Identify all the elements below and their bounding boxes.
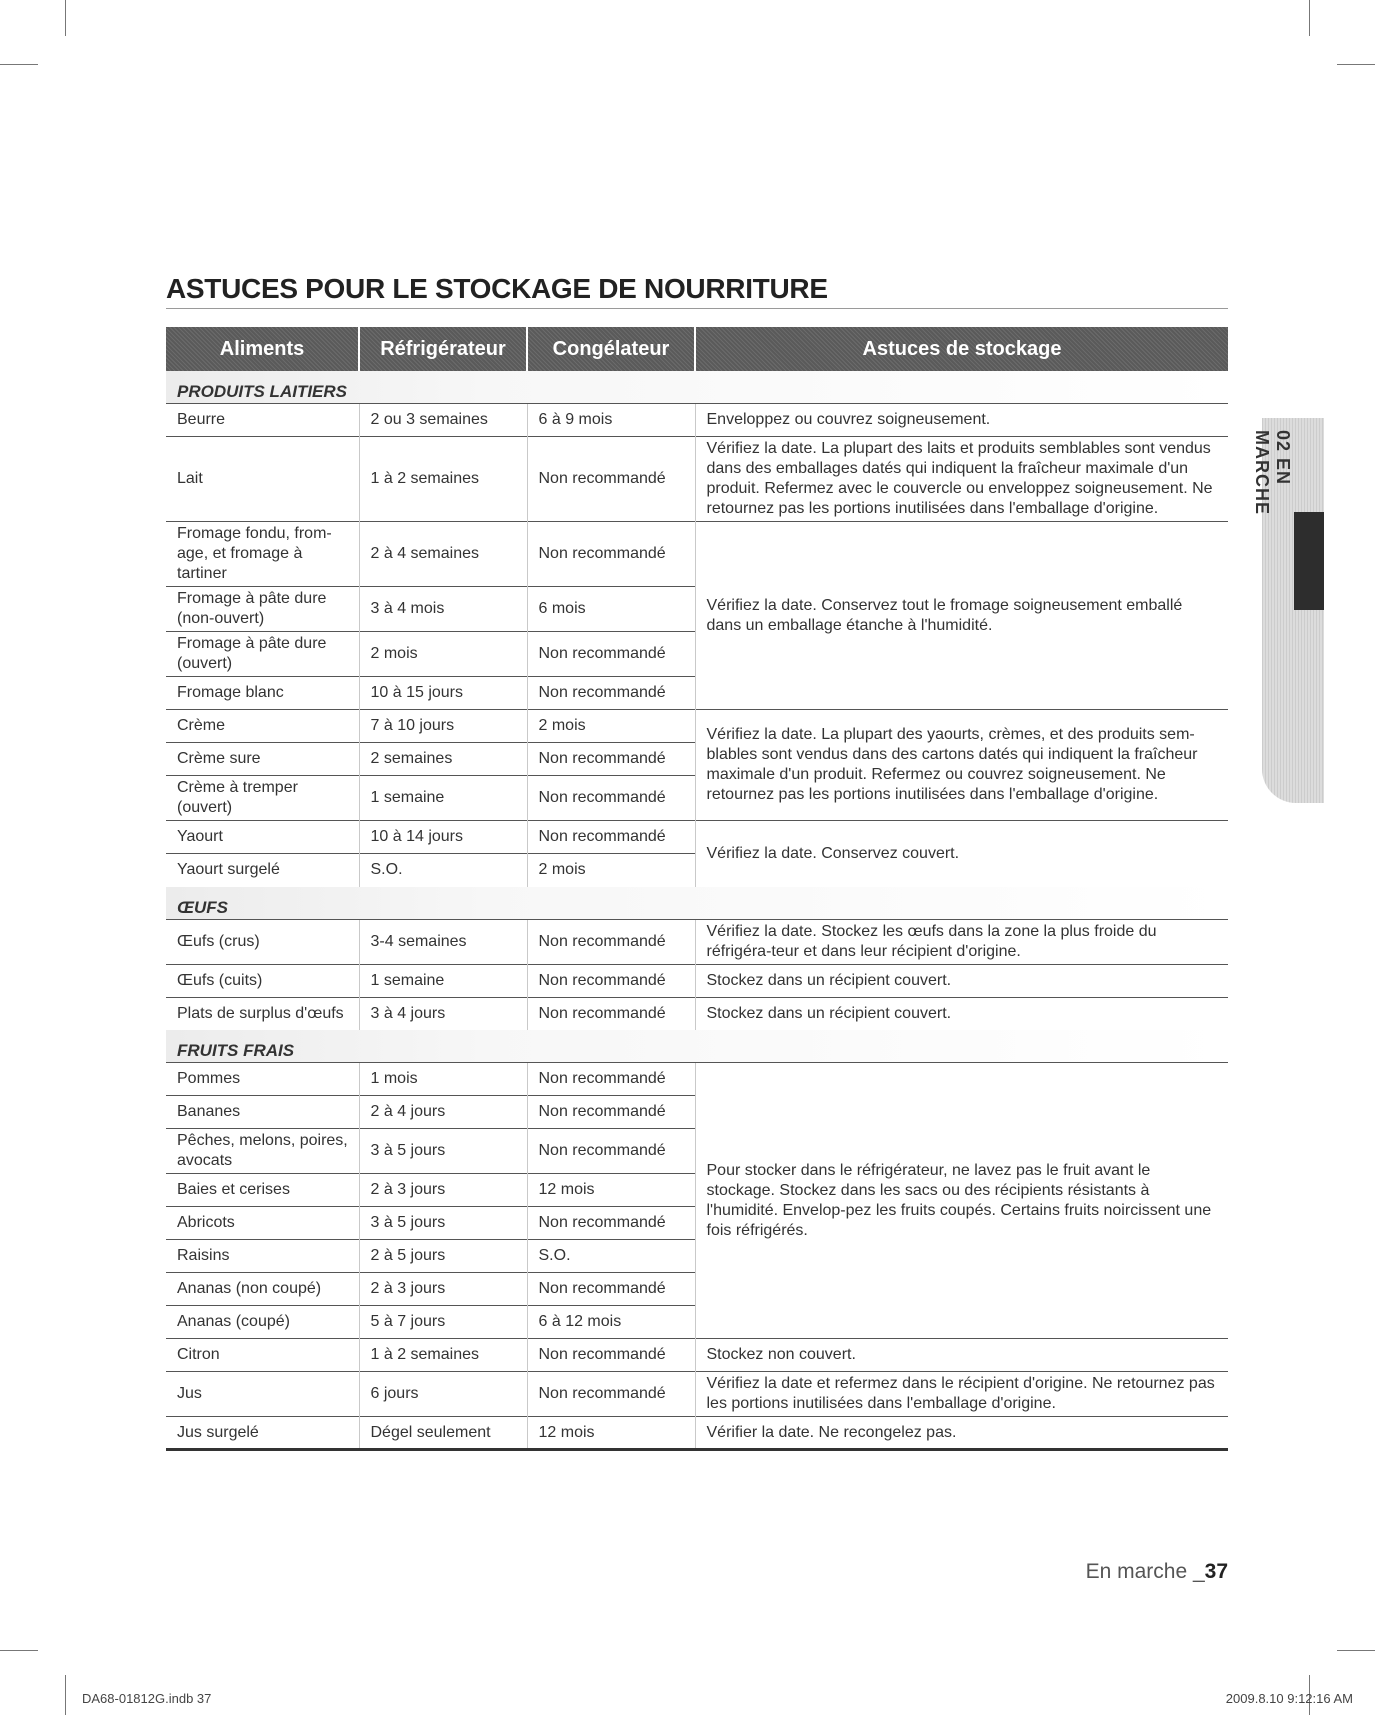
food-cell: Jus	[166, 1372, 359, 1417]
storage-table	[166, 327, 1228, 1451]
tip-cell: Vérifiez la date. Conservez couvert.	[695, 821, 1228, 887]
table-row	[166, 1417, 1228, 1450]
crop-mark	[0, 64, 38, 65]
freezer-cell: 12 mois	[527, 1417, 695, 1450]
column-header-fridge: Réfrigérateur	[359, 327, 527, 371]
food-cell: Œufs (crus)	[166, 919, 359, 964]
fridge-cell: 2 à 4 jours	[359, 1096, 527, 1129]
page-number-value: 37	[1204, 1560, 1228, 1583]
fridge-cell: Dégel seulement	[359, 1417, 527, 1450]
crop-mark	[1309, 0, 1310, 36]
food-cell: Abricots	[166, 1207, 359, 1240]
food-cell: Ananas (non coupé)	[166, 1273, 359, 1306]
freezer-cell: Non recommandé	[527, 1273, 695, 1306]
freezer-cell: Non recommandé	[527, 522, 695, 587]
freezer-cell: Non recommandé	[527, 919, 695, 964]
freezer-cell: Non recommandé	[527, 964, 695, 997]
fridge-cell: 3 à 4 mois	[359, 587, 527, 632]
food-cell: Pommes	[166, 1063, 359, 1096]
food-cell: Raisins	[166, 1240, 359, 1273]
table-row	[166, 1372, 1228, 1417]
food-cell: Fromage à pâte dure (ouvert)	[166, 632, 359, 677]
table-header-row	[166, 327, 1228, 371]
fridge-cell: 10 à 14 jours	[359, 821, 527, 854]
table-row	[166, 1063, 1228, 1096]
column-header-freezer: Congélateur	[527, 327, 695, 371]
freezer-cell: Non recommandé	[527, 1129, 695, 1174]
table-row	[166, 710, 1228, 743]
column-header-food: Aliments	[166, 327, 359, 371]
food-cell: Fromage blanc	[166, 677, 359, 710]
section-title: ŒUFS	[166, 887, 1228, 920]
freezer-cell: 2 mois	[527, 854, 695, 887]
food-cell: Yaourt surgelé	[166, 854, 359, 887]
crop-mark	[65, 0, 66, 36]
tip-cell: Stockez dans un récipient couvert.	[695, 964, 1228, 997]
section-title: PRODUITS LAITIERS	[166, 371, 1228, 404]
freezer-cell: Non recommandé	[527, 1372, 695, 1417]
fridge-cell: 2 à 3 jours	[359, 1273, 527, 1306]
crop-mark	[1337, 1650, 1375, 1651]
section-row	[166, 887, 1228, 920]
table-row	[166, 919, 1228, 964]
fridge-cell: 6 jours	[359, 1372, 527, 1417]
freezer-cell: Non recommandé	[527, 821, 695, 854]
table-row	[166, 437, 1228, 522]
fridge-cell: 1 à 2 semaines	[359, 437, 527, 522]
table-row	[166, 404, 1228, 437]
tip-cell: Enveloppez ou couvrez soigneusement.	[695, 404, 1228, 437]
side-tab-label: 02 EN MARCHE	[1252, 430, 1293, 515]
page-number	[1086, 1560, 1228, 1584]
side-tab-marker	[1294, 512, 1324, 610]
food-cell: Beurre	[166, 404, 359, 437]
tip-cell: Vérifiez la date. La plupart des laits et produits semblables sont vendus dans des emballages datés qui indiquent la fraîcheur maximale d'un produit. Refermez avec le couvercle ou enveloppez soigneusement. Ne retournez pas les portions inutilisées dans l'emballage d'origine.	[695, 437, 1228, 522]
fridge-cell: 7 à 10 jours	[359, 710, 527, 743]
table-row	[166, 821, 1228, 854]
tip-cell: Stockez dans un récipient couvert.	[695, 997, 1228, 1030]
fridge-cell: 2 à 5 jours	[359, 1240, 527, 1273]
food-cell: Pêches, melons, poires, avocats	[166, 1129, 359, 1174]
freezer-cell: Non recommandé	[527, 776, 695, 821]
table-row	[166, 522, 1228, 587]
footer-timestamp: 2009.8.10 9:12:16 AM	[1225, 1691, 1353, 1706]
fridge-cell: 1 à 2 semaines	[359, 1339, 527, 1372]
crop-mark	[1337, 64, 1375, 65]
footer-file: DA68-01812G.indb 37	[82, 1691, 212, 1706]
food-cell: Plats de surplus d'œufs	[166, 997, 359, 1030]
freezer-cell: 12 mois	[527, 1174, 695, 1207]
tip-cell: Vérifiez la date. Conservez tout le fromage soigneusement emballé dans un emballage étanche à l'humidité.	[695, 522, 1228, 710]
fridge-cell: 2 mois	[359, 632, 527, 677]
food-cell: Jus surgelé	[166, 1417, 359, 1450]
crop-mark	[0, 1650, 38, 1651]
section-row	[166, 371, 1228, 404]
freezer-cell: Non recommandé	[527, 1096, 695, 1129]
food-cell: Citron	[166, 1339, 359, 1372]
table-body	[166, 371, 1228, 1450]
freezer-cell: 6 à 12 mois	[527, 1306, 695, 1339]
fridge-cell: 2 ou 3 semaines	[359, 404, 527, 437]
freezer-cell: 6 mois	[527, 587, 695, 632]
tip-cell: Vérifiez la date. La plupart des yaourts, crèmes, et des produits sem-blables sont vendus dans des cartons datés qui indiquent la fraîcheur maximale d'un produit. Refermez ou couvrez soigneusement. Ne retournez pas les portions inutilisées dans l'emballage d'origine.	[695, 710, 1228, 821]
fridge-cell: 1 semaine	[359, 964, 527, 997]
freezer-cell: Non recommandé	[527, 1207, 695, 1240]
freezer-cell: Non recommandé	[527, 1063, 695, 1096]
food-cell: Bananes	[166, 1096, 359, 1129]
food-cell: Fromage fondu, from-age, et fromage à tartiner	[166, 522, 359, 587]
fridge-cell: 10 à 15 jours	[359, 677, 527, 710]
fridge-cell: S.O.	[359, 854, 527, 887]
fridge-cell: 3-4 semaines	[359, 919, 527, 964]
freezer-cell: Non recommandé	[527, 997, 695, 1030]
tip-cell: Vérifiez la date et refermez dans le récipient d'origine. Ne retournez pas les portions inutilisées dans l'emballage d'origine.	[695, 1372, 1228, 1417]
freezer-cell: Non recommandé	[527, 743, 695, 776]
food-cell: Crème	[166, 710, 359, 743]
tip-cell: Pour stocker dans le réfrigérateur, ne lavez pas le fruit avant le stockage. Stockez dans les sacs ou des récipients résistants à l'humidité. Envelop-pez les fruits coupés. Certains fruits noircissent une fois réfrigérés.	[695, 1063, 1228, 1339]
freezer-cell: Non recommandé	[527, 1339, 695, 1372]
section-row	[166, 1030, 1228, 1063]
food-cell: Œufs (cuits)	[166, 964, 359, 997]
table-row	[166, 964, 1228, 997]
tip-cell: Stockez non couvert.	[695, 1339, 1228, 1372]
freezer-cell: 6 à 9 mois	[527, 404, 695, 437]
freezer-cell: Non recommandé	[527, 632, 695, 677]
fridge-cell: 1 semaine	[359, 776, 527, 821]
food-cell: Crème sure	[166, 743, 359, 776]
fridge-cell: 2 à 3 jours	[359, 1174, 527, 1207]
fridge-cell: 1 mois	[359, 1063, 527, 1096]
food-cell: Lait	[166, 437, 359, 522]
food-cell: Yaourt	[166, 821, 359, 854]
fridge-cell: 5 à 7 jours	[359, 1306, 527, 1339]
fridge-cell: 2 à 4 semaines	[359, 522, 527, 587]
freezer-cell: Non recommandé	[527, 437, 695, 522]
freezer-cell: 2 mois	[527, 710, 695, 743]
food-cell: Fromage à pâte dure (non-ouvert)	[166, 587, 359, 632]
freezer-cell: Non recommandé	[527, 677, 695, 710]
fridge-cell: 3 à 5 jours	[359, 1129, 527, 1174]
tip-cell: Vérifier la date. Ne recongelez pas.	[695, 1417, 1228, 1450]
tip-cell: Vérifiez la date. Stockez les œufs dans la zone la plus froide du réfrigéra-teur et dans leur récipient d'origine.	[695, 919, 1228, 964]
table-row	[166, 1339, 1228, 1372]
food-cell: Ananas (coupé)	[166, 1306, 359, 1339]
fridge-cell: 3 à 5 jours	[359, 1207, 527, 1240]
section-title: FRUITS FRAIS	[166, 1030, 1228, 1063]
column-header-tips: Astuces de stockage	[695, 327, 1228, 371]
food-cell: Crème à tremper (ouvert)	[166, 776, 359, 821]
page-number-label: En marche _	[1085, 1560, 1205, 1583]
fridge-cell: 2 semaines	[359, 743, 527, 776]
freezer-cell: S.O.	[527, 1240, 695, 1273]
crop-mark	[65, 1675, 66, 1715]
page-title: ASTUCES POUR LE STOCKAGE DE NOURRITURE	[166, 272, 1228, 309]
fridge-cell: 3 à 4 jours	[359, 997, 527, 1030]
food-cell: Baies et cerises	[166, 1174, 359, 1207]
table-row	[166, 997, 1228, 1030]
